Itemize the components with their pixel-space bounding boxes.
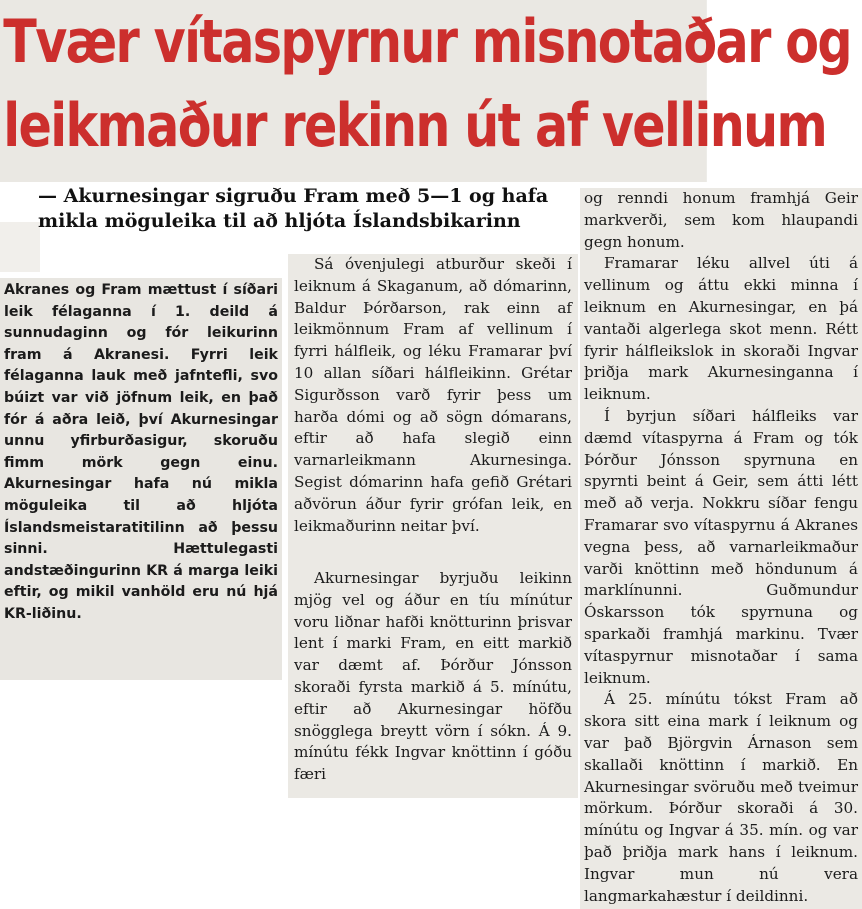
column-1 [0,278,282,680]
column-3-paragraph-4: Á 25. mínútu tókst Fram að skora sitt eina mark í leiknum og var það Björgvin Árnason sem skallaði knöttinn í markið. En Akurnesingar svöruðu með tveimur mörkum. Þórður skoraði á 30. mínútu og Ingvar á 35. mín. og var það þriðja mark hans í leiknum. Ingvar mun nú vera langmarkahæstur í deildinni. [584,690,858,905]
faded-margin [0,222,40,272]
subheading: — Akurnesingar sigruðu Fram með 5—1 og hafa mikla möguleika til að hljóta Íslandsbikarinn [38,185,549,232]
column-3-paragraph-1: og renndi honum framhjá Geir markverði, sem kom hlaupandi gegn honum. [584,189,858,251]
column-3-paragraph-3: Í byrjun síðari hálfleiks var dæmd vítaspyrna á Fram og tók Þórður Jónsson spyrnuna en spyrnti beint á Geir, sem átti létt með að verja. Nokkru síðar fengu Framarar svo vítaspyrnu á Akranes vegna þess, að varnarleikmaður varði knöttinn með höndunum á marklínunni. Guðmundur Óskarsson tók spyrnuna og sparkaði framhjá markinu. Tvær vítaspyrnur misnotaðar í sama leiknum. [584,406,858,687]
column-3-paragraph-2: Framarar léku allvel úti á vellinum og áttu ekki minna í leiknum en Akurnesingar, en þá vantaði algerlega skot menn. Rétt fyrir hálfleikslok in skoraði Ingvar þriðja mark Akurnesinganna í leiknum. [584,254,858,404]
headline-line-2: leikmaður rekinn út af vellinum [3,91,827,161]
column-3 [580,188,862,909]
column-2-bottom [288,568,578,798]
column-2-paragraph-1: Sá óvenjulegi atburður skeði í leiknum á Skaganum, að dómarinn, Baldur Þórðarson, rak einn af leikmönnum Fram af vellinum í fyrri hálfleik, og léku Framarar því 10 allan síðari hálfleikinn. Grétar Sigurðsson varð fyrir þess um harða dómi og að sögn dómarans, eftir að hafa slegið einn varnarleikmann Akurnesinga. Segist dómarinn hafa gefið Grétari aðvörun áður fyrir grófan leik, en leikmaðurinn neitar því. [294,255,572,535]
column-2-top [288,254,578,570]
headline [0,0,851,182]
column-2-paragraph-2: Akurnesingar byrjuðu leikinn mjög vel og áður en tíu mínútur voru liðnar hafði knötturinn þrisvar lent í marki Fram, en eitt markið var dæmt af. Þórður Jónsson skoraði fyrsta markið á 5. mínútu, eftir að Akurnesingar höfðu snögglega breytt vörn í sókn. Á 9. mínútu fékk Ingvar knöttinn í góðu færi [294,569,572,784]
column-1-text: Akranes og Fram mættust í síðari leik félaganna í 1. deild á sunnudaginn og fór leikurinn fram á Akranesi. Fyrri leik félaganna lauk með jafntefli, svo búizt var við jöfnum leik, en það fór á aðra leið, því Akurnesingar unnu yfirburðasigur, skoruðu fimm mörk gegn einu. Akurnesingar hafa nú mikla möguleika til að hljóta Íslandsmeistaratitilinn að þessu sinni. Hættulegasti andstæðingurinn KR á marga leiki eftir, og mikil vanhöld eru nú hjá KR-liðinu. [4,282,278,622]
headline-line-1: Tvær vítaspyrnur misnotaðar og [3,7,851,77]
